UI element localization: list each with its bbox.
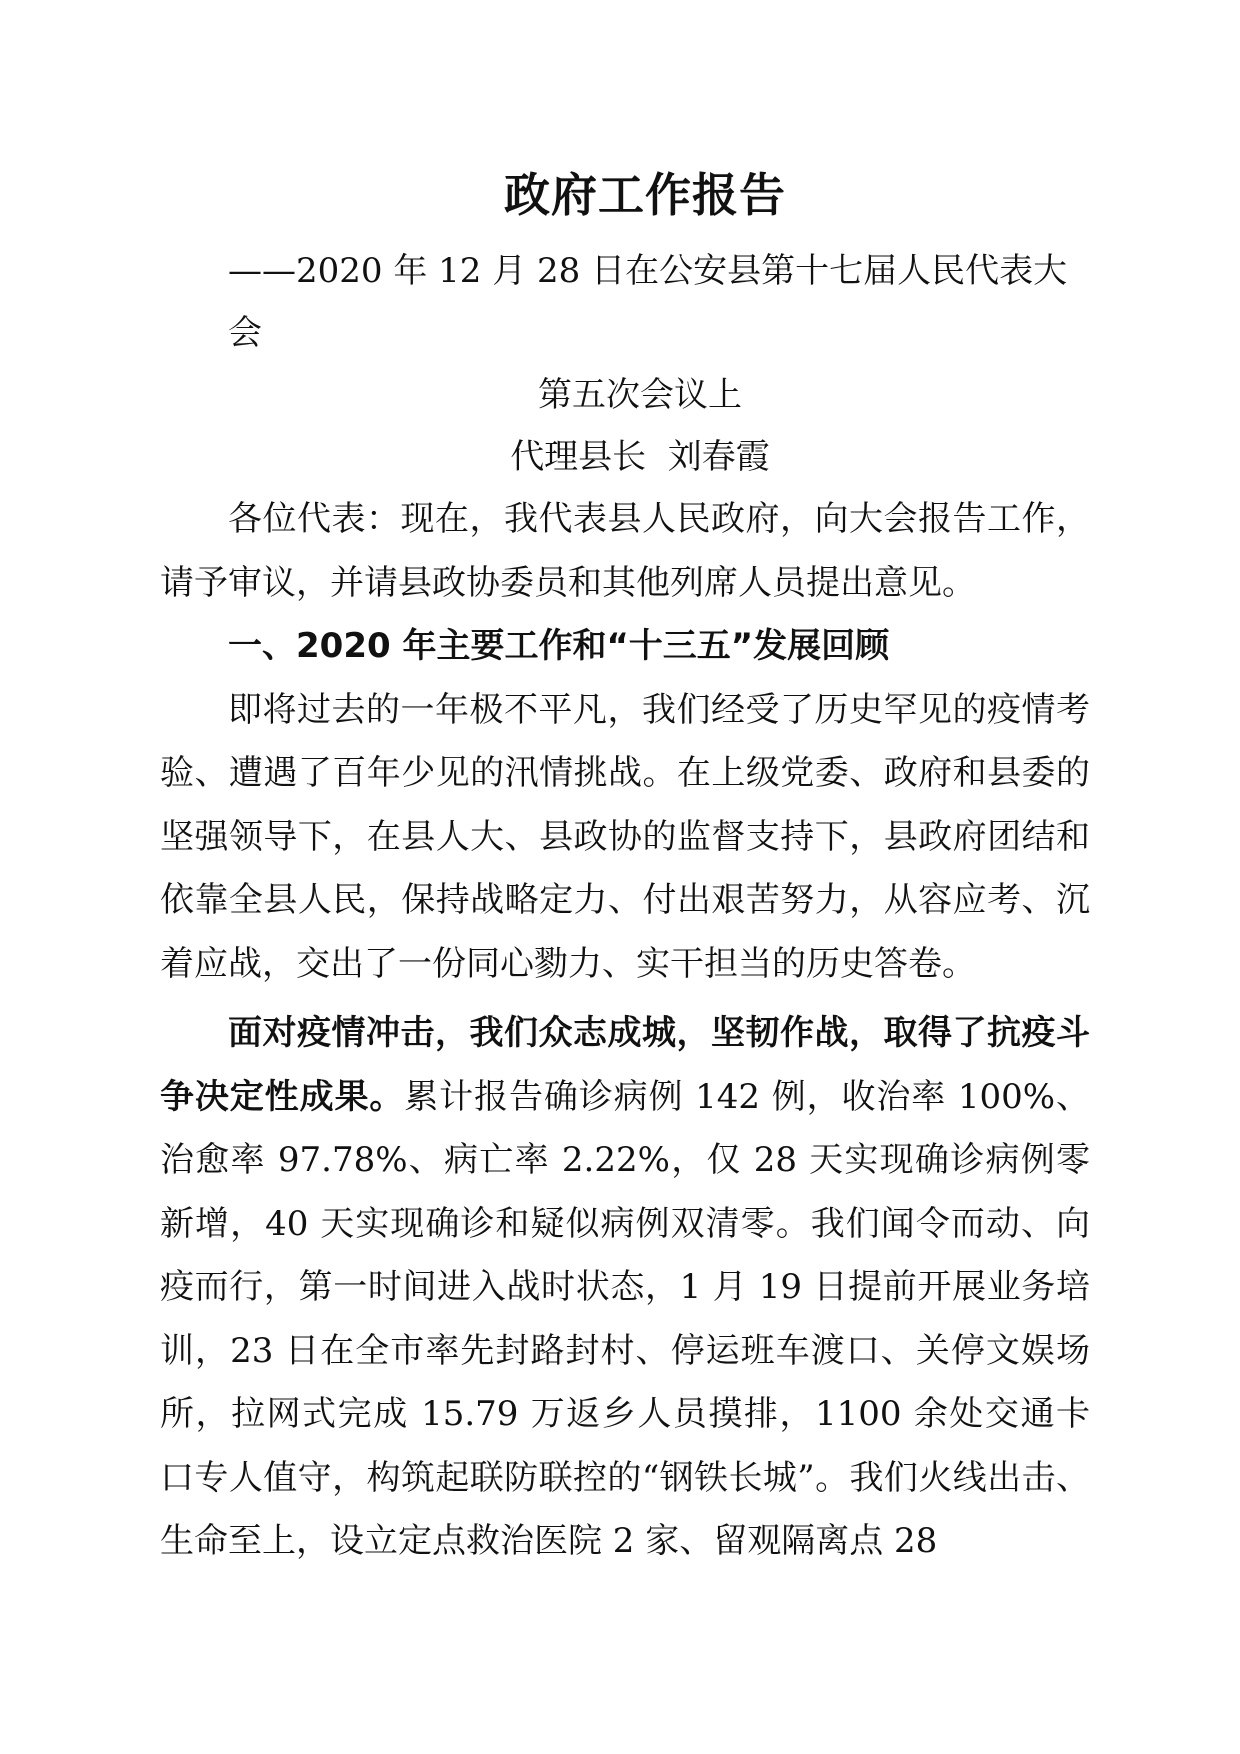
document-title: 政府工作报告 [504, 168, 786, 222]
section-heading: 一、2020 年主要工作和“十三五”发展回顾 [228, 626, 890, 666]
body-paragraph-2 [160, 1002, 1090, 1574]
document-page [160, 150, 1090, 1574]
paragraph-lead-bold: 面对疫情冲击，我们众志成城，坚韧作战，取得了抗疫斗争决定性成果。 [160, 1013, 1090, 1117]
opening-paragraph: 各位代表：现在，我代表县人民政府，向大会报告工作，请予审议，并请县政协委员和其他列席人员提出意见。 [160, 499, 1090, 603]
paragraph-body-text: 累计报告确诊病例 142 例，收治率 100%、治愈率 97.78%、病亡率 2.22%，仅 28 天实现确诊病例零新增，40 天实现确诊和疑似病例双清零。我们闻令而动、向疫而行，第一时间进入战时状态，1 月 19 日提前开展业务培训，23 日在全市率先封路封村、停运班车渡口、关停文娱场所，拉网式完成 15.79 万返乡人员摸排，1100 余处交通卡口专人值守，构筑起联防联控的“钢铁长城”。我们火线出击、生命至上，设立定点救治医院 2 家、留观隔离点 28 [160, 1076, 1090, 1561]
document-author: 代理县长 刘春霞 [510, 437, 770, 477]
body-paragraph-1: 即将过去的一年极不平凡，我们经受了历史罕见的疫情考验、遭遇了百年少见的汛情挑战。在上级党委、政府和县委的坚强领导下，在县人大、县政协的监督支持下，县政府团结和依靠全县人民，保持战略定力、付出艰苦努力，从容应考、沉着应战，交出了一份同心勠力、实干担当的历史答卷。 [160, 689, 1090, 984]
document-subtitle-line2: 第五次会议上 [538, 375, 742, 415]
document-subtitle-line1: ——2020 年 12 月 28 日在公安县第十七届人民代表大会 [228, 251, 1068, 353]
